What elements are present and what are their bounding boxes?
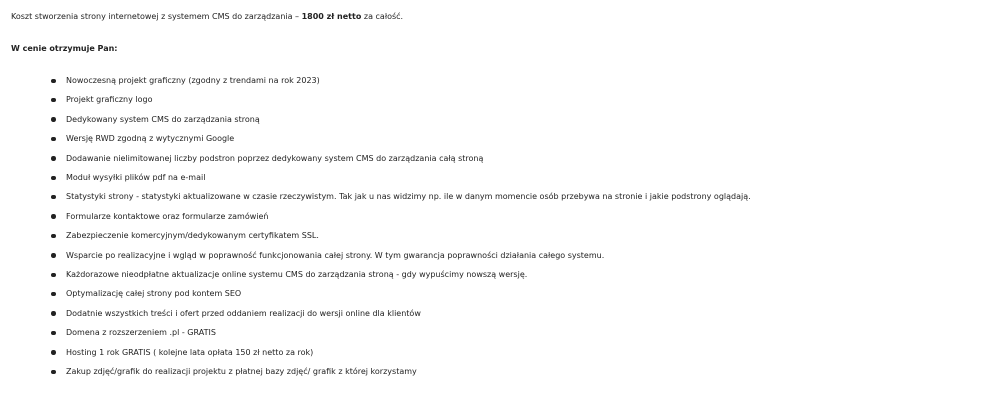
feature-item: Wersję RWD zgodną z wytycznymi Google <box>66 129 990 148</box>
feature-item: Wsparcie po realizacyjne i wgląd w poprawność funkcjonowania całej strony. W tym gwarancja poprawności działania całego systemu. <box>66 246 990 265</box>
intro-paragraph <box>11 8 990 26</box>
feature-item: Dedykowany system CMS do zarządzania stroną <box>66 110 990 129</box>
feature-item: Dodatnie wszystkich treści i ofert przed oddaniem realizacji do wersji online dla klientów <box>66 304 990 323</box>
feature-item: Statystyki strony - statystyki aktualizowane w czasie rzeczywistym. Tak jak u nas widzimy np. ile w danym momencie osób przebywa na stronie i jakie podstrony oglądają. <box>66 187 990 206</box>
feature-item: Optymalizację całej strony pod kontem SEO <box>66 284 990 303</box>
included-heading: W cenie otrzymuje Pan: <box>11 44 118 53</box>
feature-item: Zabezpieczenie komercyjnym/dedykowanym certyfikatem SSL. <box>66 226 990 245</box>
feature-list <box>11 71 990 382</box>
intro-price: 1800 zł netto <box>301 12 362 21</box>
feature-item: Projekt graficzny logo <box>66 90 990 109</box>
feature-item: Formularze kontaktowe oraz formularze zamówień <box>66 207 990 226</box>
feature-item: Hosting 1 rok GRATIS ( kolejne lata opłata 150 zł netto za rok) <box>66 343 990 362</box>
intro-text-before: Koszt stworzenia strony internetowej z systemem CMS do zarządzania – <box>11 12 302 21</box>
feature-item: Dodawanie nielimitowanej liczby podstron poprzez dedykowany system CMS do zarządzania całą stroną <box>66 149 990 168</box>
feature-item: Domena z rozszerzeniem .pl - GRATIS <box>66 323 990 342</box>
intro-text-after: za całość. <box>361 12 404 21</box>
feature-item: Zakup zdjęć/grafik do realizacji projektu z płatnej bazy zdjęć/ grafik z której korzystamy <box>66 362 990 381</box>
feature-item: Każdorazowe nieodpłatne aktualizacje online systemu CMS do zarządzania stroną - gdy wypuścimy nowszą wersję. <box>66 265 990 284</box>
feature-item: Nowoczesną projekt graficzny (zgodny z trendami na rok 2023) <box>66 71 990 90</box>
feature-item: Moduł wysyłki plików pdf na e-mail <box>66 168 990 187</box>
